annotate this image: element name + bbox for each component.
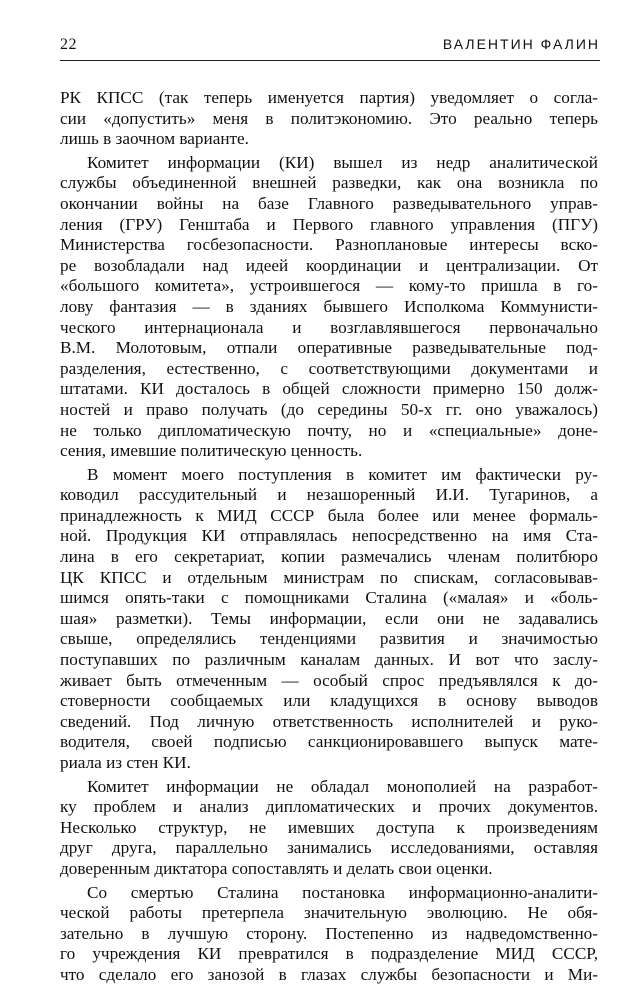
text-line: «большого комитета», устроившегося — кому-то пришла в го- (60, 276, 598, 296)
paragraph (60, 883, 598, 986)
text-line: ческой работы претерпела значительную эволюцию. Не обя- (60, 903, 598, 923)
paragraph (60, 465, 598, 774)
text-line: ку проблем и анализ дипломатических и прочих документов. (60, 797, 598, 817)
text-line: что сделало его занозой в глазах службы безопасности и Ми- (60, 964, 598, 984)
text-line: водителя, своей подписью санкционировавшего выпуск мате- (60, 732, 598, 752)
paragraph (60, 153, 598, 462)
text-line: шая» разметки). Темы информации, если они не задавались (60, 608, 598, 628)
text-line: стоверности сообщаемых или кладущихся в основу выводов (60, 691, 598, 711)
text-line: ческого интернационала и возглавлявшегося первоначально (60, 317, 598, 337)
text-line: свыше, определялись тенденциями развития и значимостью (60, 629, 598, 649)
text-line: доверенным диктатора сопоставлять и делать свои оценки. (60, 858, 493, 878)
text-line: не только дипломатическую почту, но и «специальные» доне- (60, 420, 598, 440)
text-line: окончании войны на базе Главного разведывательного управ- (60, 193, 598, 213)
text-line: Со смертью Сталина постановка информационно-аналити- (87, 882, 598, 902)
text-line: В.М. Молотовым, отпали оперативные разведывательные под- (60, 338, 598, 358)
paragraph (60, 777, 598, 880)
text-line: штатами. КИ досталось в общей сложности примерно 150 долж- (60, 379, 598, 399)
text-line: ре возобладали над идеей координации и централизации. От (60, 255, 598, 275)
text-line: РК КПСС (так теперь именуется партия) уведомляет о согла- (60, 88, 598, 107)
text-line: Несколько структур, не имевших доступа к произведениям (60, 817, 598, 837)
text-line: ЦК КПСС и отдельным министрам по спискам, согласовывав- (60, 567, 598, 587)
text-line: поступавших по различным каналам данных. И вот что заслу- (60, 650, 598, 670)
text-line: Комитет информации (КИ) вышел из недр аналитической (87, 152, 598, 172)
text-line: сения, имевшие политическую ценность. (60, 441, 363, 461)
text-line: лову фантазия — в зданиях бывшего Исполкома Коммунисти- (60, 296, 598, 316)
text-line: живает быть отмеченным — особый спрос предъявлялся к до- (60, 670, 598, 690)
text-line: друг друга, параллельно занимались исследованиями, оставляя (60, 838, 598, 858)
page-number: 22 (60, 36, 77, 53)
text-line: сии «допустить» меня в политэкономию. Это реально теперь (60, 108, 598, 128)
text-line: лина в его секретариат, копии размечались членам политбюро (60, 547, 598, 567)
paragraph (60, 88, 598, 150)
text-line: разделения, естественно, с соответствующими документами и (60, 358, 598, 378)
text-line: риала из стен КИ. (60, 753, 191, 772)
text-line: ководил рассудительный и незашоренный И.И. Тугаринов, а (60, 485, 598, 505)
body-text (60, 88, 598, 986)
text-line: зательно в лучшую сторону. Постепенно из надведомственно- (60, 923, 598, 943)
text-line: Комитет информации не обладал монополией на разработ- (87, 776, 598, 796)
text-line: лишь в заочном варианте. (60, 129, 249, 149)
text-line: В момент моего поступления в комитет им фактически ру- (87, 464, 598, 484)
text-line: Министерства госбезопасности. Разноплановые интересы вско- (60, 235, 598, 255)
text-line: принадлежность к МИД СССР была более или менее формаль- (60, 505, 598, 525)
text-line: ностей и право получать (до середины 50-х гг. оно уважалось) (60, 399, 598, 419)
text-line: ной. Продукция КИ отправлялась непосредственно на имя Ста- (60, 526, 598, 546)
running-title: ВАЛЕНТИН ФАЛИН (442, 36, 600, 52)
text-line: ления (ГРУ) Генштаба и Первого главного управления (ПГУ) (60, 214, 598, 234)
text-line: службы объединенной внешней разведки, как она возникла по (60, 173, 598, 193)
text-line: сведений. Под личную ответственность исполнителей и руко- (60, 711, 598, 731)
text-line: шимся опять-таки с помощниками Сталина («малая» и «боль- (60, 588, 598, 608)
text-line: го учреждения КИ превратился в подразделение МИД СССР, (60, 944, 598, 964)
running-header (60, 34, 600, 61)
